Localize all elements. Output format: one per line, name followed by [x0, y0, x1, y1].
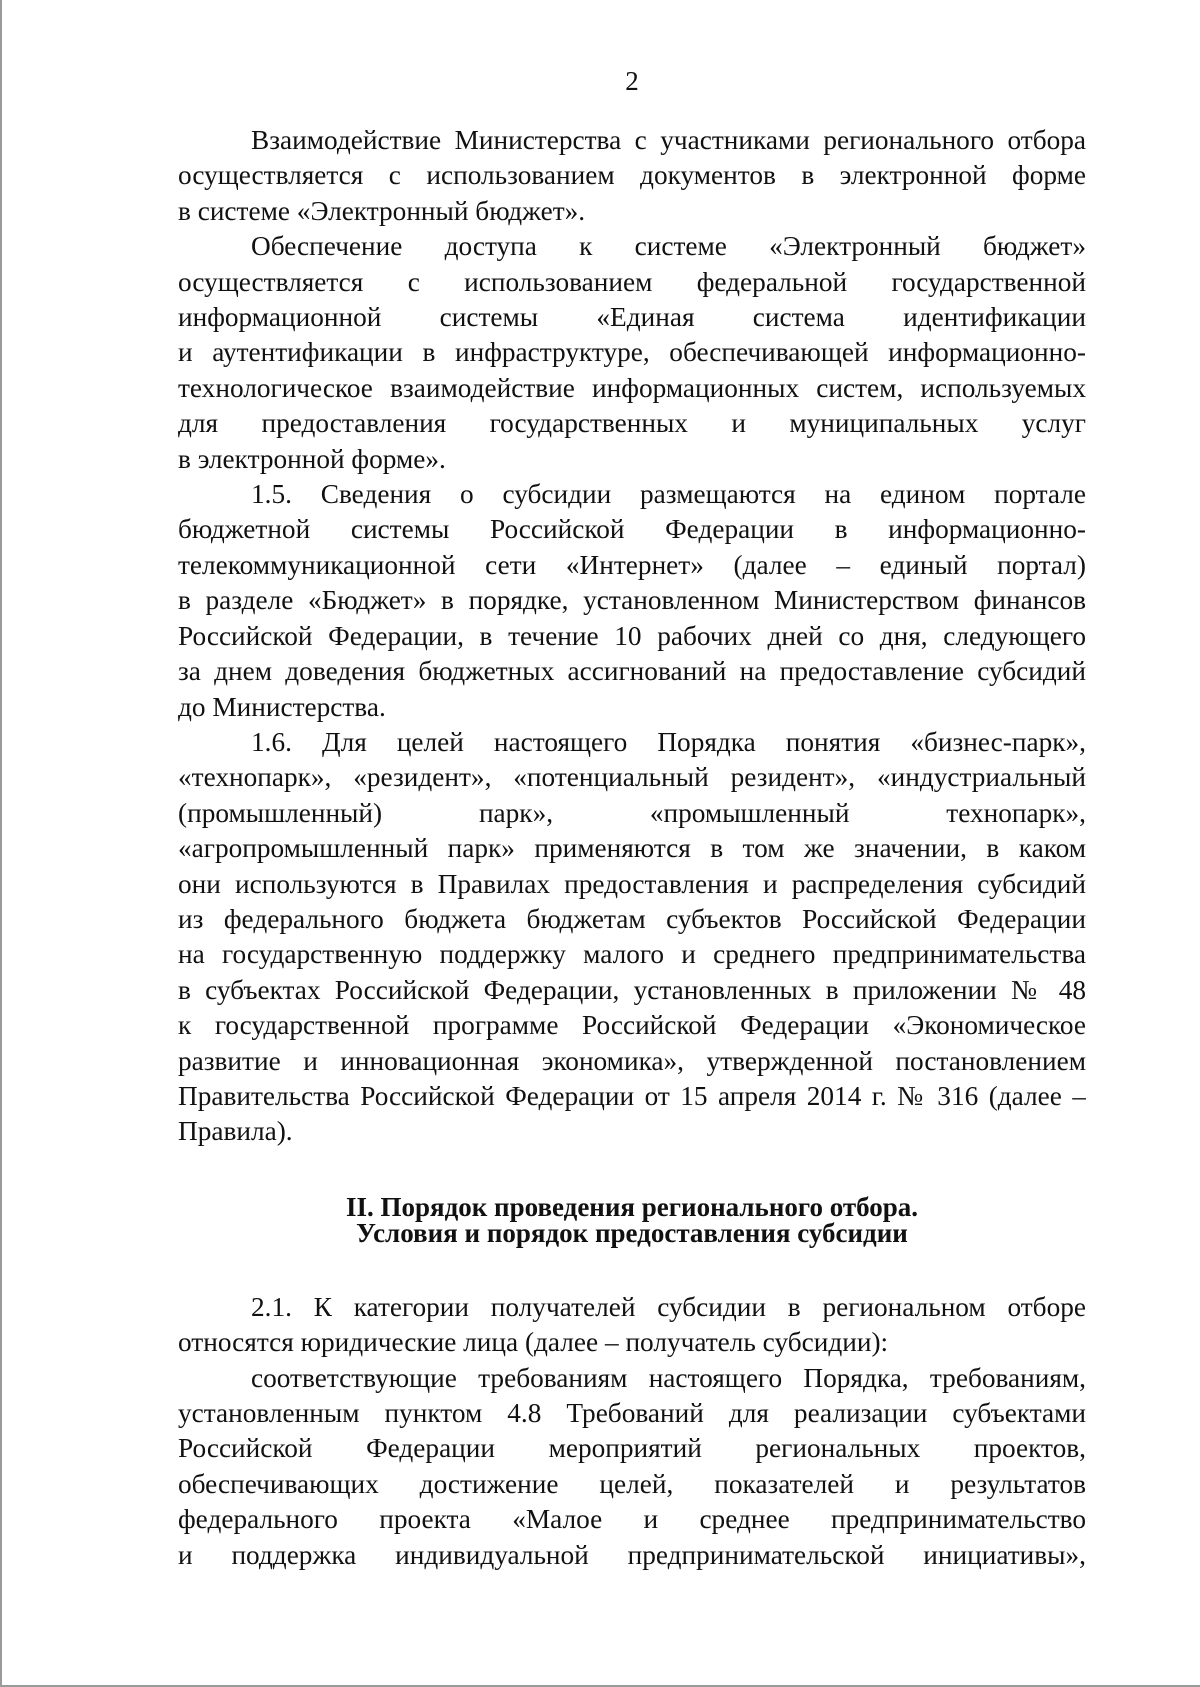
text-line: и поддержка индивидуальной предпринимательской инициативы»,: [178, 1539, 1086, 1570]
text-line: развитие и инновационная экономика», утвержденной постановлением: [178, 1045, 1086, 1076]
text-line: относятся юридические лица (далее – получатель субсидии):: [178, 1327, 889, 1358]
text-line: 1.5. Сведения о субсидии размещаются на едином портале: [251, 479, 1086, 510]
text-line: осуществляется с использованием федеральной государственной: [178, 266, 1086, 297]
text-line: обеспечивающих достижение целей, показателей и результатов: [178, 1468, 1086, 1499]
text-line: 1.6. Для целей настоящего Порядка понятия «бизнес-парк»,: [251, 726, 1086, 757]
text-line: телекоммуникационной сети «Интернет» (далее – единый портал): [178, 549, 1086, 580]
paragraph: [178, 1290, 1086, 1361]
text-line: Обеспечение доступа к системе «Электронный бюджет»: [251, 231, 1086, 262]
text-line: в системе «Электронный бюджет».: [178, 195, 586, 226]
text-line: технологическое взаимодействие информационных систем, используемых: [178, 372, 1086, 403]
text-line: Взаимодействие Министерства с участниками регионального отбора: [251, 125, 1086, 155]
text-line: 2.1. К категории получателей субсидии в региональном отборе: [251, 1291, 1086, 1322]
paragraph: [178, 1361, 1086, 1573]
text-line: на государственную поддержку малого и среднего предпринимательства: [178, 939, 1086, 970]
text-line: за днем доведения бюджетных ассигнований на предоставление субсидий: [178, 656, 1086, 687]
text-line: Правительства Российской Федерации от 15 апреля 2014 г. № 316 (далее –: [178, 1080, 1086, 1111]
paragraph: [178, 477, 1086, 725]
paragraphs-bottom: [178, 1290, 1086, 1573]
section-heading: [178, 1191, 1086, 1248]
text-line: и аутентификации в инфраструктуре, обеспечивающей информационно-: [178, 337, 1086, 368]
paragraph: [178, 229, 1086, 477]
text-line: «технопарк», «резидент», «потенциальный резидент», «индустриальный: [178, 762, 1086, 793]
document-body: [178, 123, 1086, 1573]
text-line: из федерального бюджета бюджетам субъектов Российской Федерации: [178, 903, 1086, 934]
section-heading-line-2: Условия и порядок предоставления субсидии: [356, 1217, 908, 1248]
section-heading-line-1: II. Порядок проведения регионального отбора.: [345, 1191, 919, 1222]
paragraph: [178, 725, 1086, 1150]
text-line: (промышленный) парк», «промышленный технопарк»,: [178, 797, 1086, 828]
text-line: к государственной программе Российской Федерации «Экономическое: [178, 1010, 1086, 1041]
text-line: информационной системы «Единая система идентификации: [178, 302, 1086, 333]
text-line: Российской Федерации мероприятий региональных проектов,: [178, 1433, 1086, 1464]
text-line: до Министерства.: [178, 691, 386, 722]
paragraph: [178, 123, 1086, 229]
paragraphs-top: [178, 123, 1086, 1150]
text-line: в разделе «Бюджет» в порядке, установленном Министерством финансов: [178, 585, 1086, 616]
text-line: они используются в Правилах предоставления и распределения субсидий: [178, 868, 1086, 899]
text-line: для предоставления государственных и муниципальных услуг: [178, 408, 1086, 439]
text-line: осуществляется с использованием документов в электронной форме: [178, 160, 1086, 191]
text-line: Российской Федерации, в течение 10 рабочих дней со дня, следующего: [178, 620, 1086, 651]
text-line: в электронной форме».: [178, 443, 446, 474]
text-line: соответствующие требованиям настоящего Порядка, требованиям,: [251, 1362, 1086, 1393]
text-line: «агропромышленный парк» применяются в том же значении, в каком: [178, 833, 1086, 864]
text-line: бюджетной системы Российской Федерации в информационно-: [178, 514, 1086, 545]
text-line: Правила).: [178, 1116, 293, 1147]
text-line: установленным пунктом 4.8 Требований для реализации субъектами: [178, 1398, 1086, 1428]
text-line: в субъектах Российской Федерации, установленных в приложении № 48: [178, 974, 1086, 1005]
text-line: федерального проекта «Малое и среднее предпринимательство: [178, 1504, 1086, 1535]
page-number: 2: [625, 66, 639, 96]
